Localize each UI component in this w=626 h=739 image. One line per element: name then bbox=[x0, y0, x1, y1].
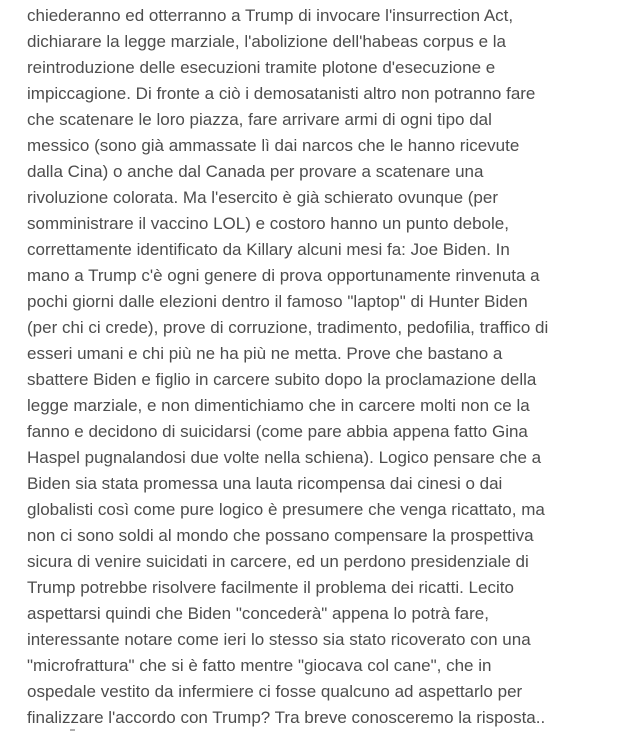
text-line: sbattere Biden e figlio in carcere subito dopo la proclamazione della bbox=[27, 370, 537, 389]
text-line: Biden sia stata promessa una lauta ricompensa dai cinesi o dai bbox=[27, 474, 503, 493]
text-line: reintroduzione delle esecuzioni tramite plotone d'esecuzione e bbox=[27, 58, 496, 77]
text-line: impiccagione. Di fronte a ciò i demosatanisti altro non potranno fare bbox=[27, 84, 536, 103]
text-line: Haspel pugnalandosi due volte nella schiena). Logico pensare che a bbox=[27, 448, 542, 467]
text-line: fanno e decidono di suicidarsi (come pare abbia appena fatto Gina bbox=[27, 422, 528, 441]
text-line: esseri umani e chi più ne ha più ne metta. Prove che bastano a bbox=[27, 344, 503, 363]
text-line: ospedale vestito da infermiere ci fosse qualcuno ad aspettarlo per bbox=[27, 682, 523, 701]
text-line: non ci sono soldi al mondo che possano compensare la prospettiva bbox=[27, 526, 534, 545]
text-line: "microfrattura" che si è fatto mentre "giocava col cane", che in bbox=[27, 656, 492, 675]
text-line: (per chi ci crede), prove di corruzione, tradimento, pedofilia, traffico di bbox=[27, 318, 549, 337]
text-line: chiederanno ed otterranno a Trump di invocare l'insurrection Act, bbox=[27, 6, 514, 25]
text-line: aspettarsi quindi che Biden "concederà" appena lo potrà fare, bbox=[27, 604, 489, 623]
text-line: finalizzare l'accordo con Trump? Tra breve conosceremo la risposta.. bbox=[27, 708, 546, 727]
text-line: rivoluzione colorata. Ma l'esercito è già schierato ovunque (per bbox=[27, 188, 498, 207]
text-line: Trump potrebbe risolvere facilmente il problema dei ricatti. Lecito bbox=[27, 578, 514, 597]
text-line: interessante notare come ieri lo stesso sia stato ricoverato con una bbox=[27, 630, 531, 649]
text-line: dalla Cina) o anche dal Canada per provare a scatenare una bbox=[27, 162, 484, 181]
text-line: correttamente identificato da Killary alcuni mesi fa: Joe Biden. In bbox=[27, 240, 510, 259]
text-line: messico (sono già ammassate lì dai narcos che le hanno ricevute bbox=[27, 136, 520, 155]
text-line: pochi giorni dalle elezioni dentro il famoso "laptop" di Hunter Biden bbox=[27, 292, 528, 311]
article-body-text bbox=[27, 3, 617, 731]
text-line: legge marziale, e non dimentichiamo che in carcere molti non ce la bbox=[27, 396, 530, 415]
text-line: sicura di venire suicidati in carcere, ed un perdono presidenziale di bbox=[27, 552, 529, 571]
text-line: mano a Trump c'è ogni genere di prova opportunamente rinvenuta a bbox=[27, 266, 540, 285]
text-line: che scatenare le loro piazza, fare arrivare armi di ogni tipo dal bbox=[27, 110, 492, 129]
text-line: globalisti così come pure logico è presumere che venga ricattato, ma bbox=[27, 500, 545, 519]
text-line: somministrare il vaccino LOL) e costoro hanno un punto debole, bbox=[27, 214, 509, 233]
truncated-next-line-glyph bbox=[70, 729, 75, 731]
text-line: dichiarare la legge marziale, l'abolizione dell'habeas corpus e la bbox=[27, 32, 506, 51]
